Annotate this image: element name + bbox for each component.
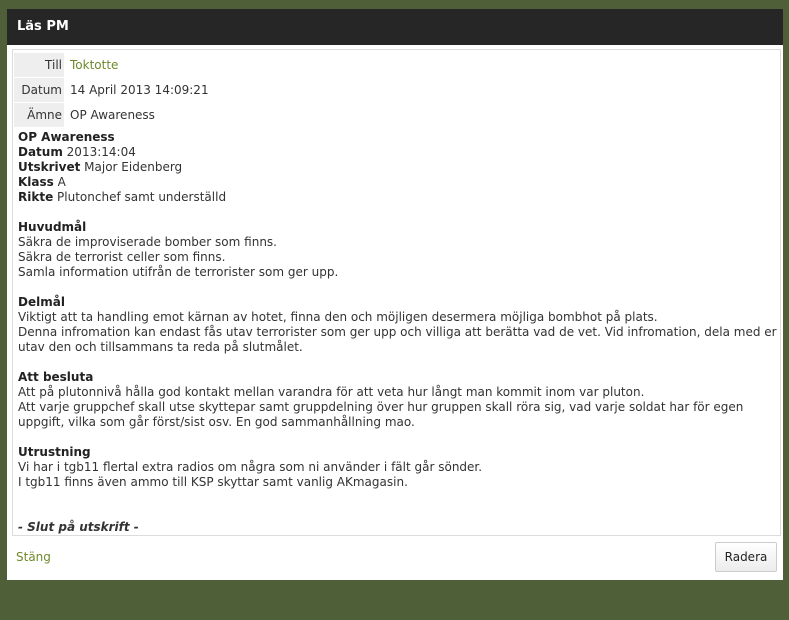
meta-row-subject (14, 103, 209, 128)
section-title: Utrustning (18, 445, 91, 459)
section-line: Att på plutonnivå hålla god kontakt mellan varandra för att veta hur långt man kommit inom var pluton. (18, 385, 645, 399)
section-huvudmal (18, 220, 780, 280)
section-line: Denna infromation kan endast fås utav terrorister som ger upp och villiga att berätta vad de vet. Vid infromation, dela med er utav den och tillsammans ta reda på slutmålet. (18, 325, 777, 354)
message-heading: OP Awareness (18, 130, 115, 144)
subject-value: OP Awareness (70, 108, 155, 122)
datum-value: 2013:14:04 (66, 145, 136, 159)
section-utrustning (18, 445, 780, 490)
section-line: Säkra de improviserade bomber som finns. (18, 235, 277, 249)
section-line: Att varje gruppchef skall utse skyttepar samt gruppdelning över hur gruppen skall röra sig, vad varje soldat har för egen uppgift, vilka som går först/sist osv. En god sammanhållning mao. (18, 400, 744, 429)
utskrivet-value: Major Eidenberg (84, 160, 183, 174)
to-label: Till (14, 53, 64, 78)
message-body (13, 128, 780, 535)
recipient-link[interactable]: Toktotte (70, 58, 119, 73)
date-value: 14 April 2013 14:09:21 (70, 83, 209, 97)
rikte-label: Rikte (18, 190, 54, 204)
section-line: I tgb11 finns även ammo till KSP skyttar samt vanlig AKmagasin. (18, 475, 408, 489)
read-pm-dialog (7, 9, 783, 580)
section-att-besluta (18, 370, 780, 430)
close-link[interactable]: Stäng (16, 550, 51, 564)
section-title: Huvudmål (18, 220, 87, 234)
rikte-value: Plutonchef samt underställd (57, 190, 227, 204)
klass-value: A (57, 175, 66, 189)
section-title: Delmål (18, 295, 65, 309)
end-of-printout: - Slut på utskrift - (18, 520, 139, 534)
section-delmal (18, 295, 780, 355)
section-line: Samla information utifrån de terrorister som ger upp. (18, 265, 339, 279)
datum-label: Datum (18, 145, 63, 159)
message-panel (12, 49, 781, 536)
meta-row-date (14, 78, 209, 103)
utskrivet-label: Utskrivet (18, 160, 81, 174)
section-line: Säkra de terrorist celler som finns. (18, 250, 226, 264)
dialog-title: Läs PM (7, 9, 783, 45)
section-line: Viktigt att ta handling emot kärnan av hotet, finna den och möjligen desermera möjliga bombhot på plats. (18, 310, 658, 324)
date-label: Datum (14, 78, 64, 103)
meta-row-to (14, 53, 209, 78)
klass-label: Klass (18, 175, 54, 189)
section-line: Vi har i tgb11 flertal extra radios om några som ni använder i fält går sönder. (18, 460, 483, 474)
message-meta (14, 53, 209, 128)
section-title: Att besluta (18, 370, 94, 384)
subject-label: Ämne (14, 103, 64, 128)
delete-button[interactable]: Radera (715, 542, 777, 572)
